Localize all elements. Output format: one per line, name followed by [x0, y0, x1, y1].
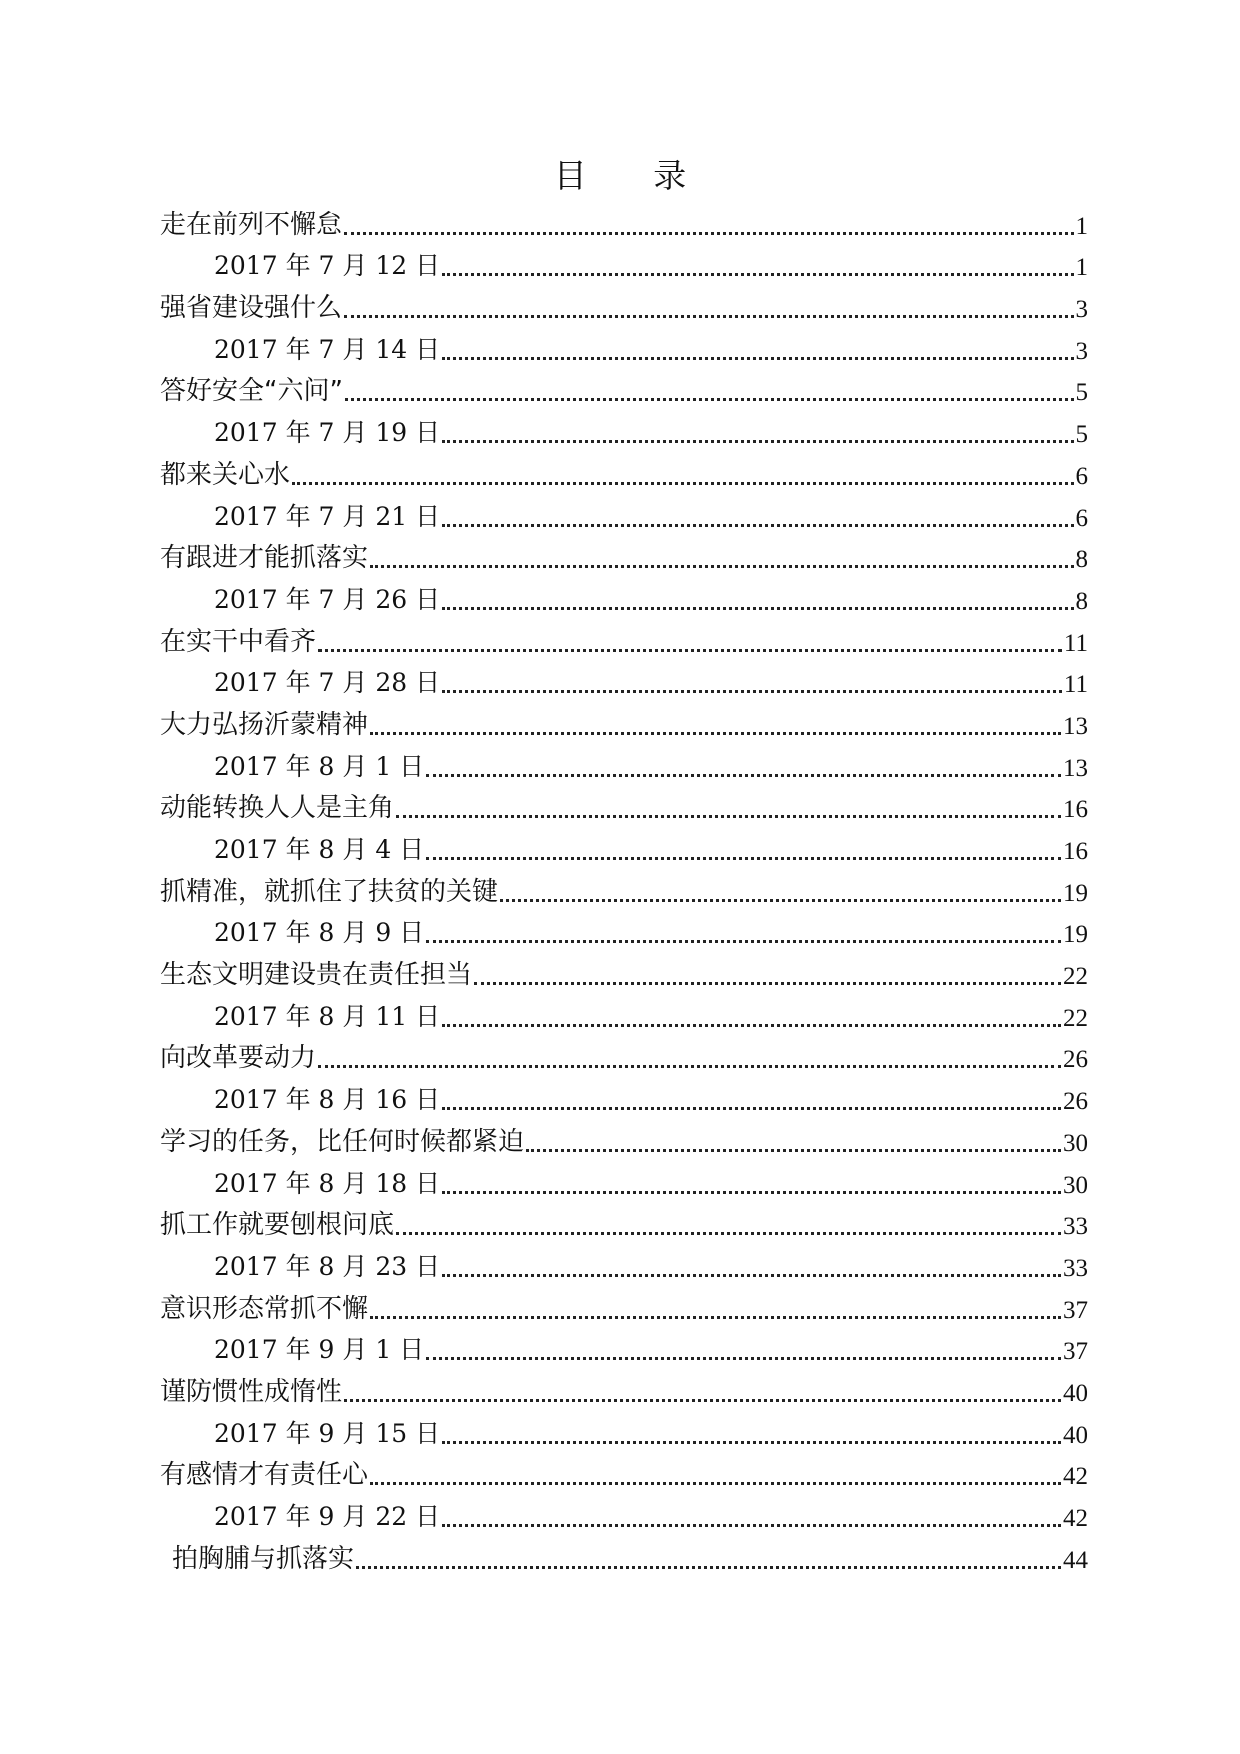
toc-entry-heading[interactable]	[160, 1536, 1088, 1578]
toc-entry-text: 向改革要动力	[160, 1043, 317, 1074]
toc-entry-text: 有感情才有责任心	[160, 1460, 369, 1491]
toc-entry-text: 2017 年 8 月 1 日	[214, 751, 425, 781]
toc-entry-page-number: 6	[1075, 462, 1088, 490]
dot-leader	[370, 1316, 1061, 1319]
dot-leader	[442, 524, 1073, 527]
toc-entry-heading[interactable]	[160, 1453, 1088, 1495]
toc-entry-page-number: 26	[1063, 1046, 1088, 1074]
dot-leader	[344, 1399, 1061, 1402]
toc-entry-page-number: 30	[1063, 1129, 1088, 1157]
toc-entry-text: 拍胸脯与抓落实	[172, 1543, 355, 1574]
dot-leader	[442, 1107, 1061, 1110]
toc-entry-page-number: 1	[1075, 254, 1088, 282]
toc-entry-date[interactable]	[160, 494, 1088, 536]
toc-entry-page-number: 44	[1063, 1546, 1088, 1574]
dot-leader	[318, 649, 1062, 652]
dot-leader	[292, 482, 1073, 485]
toc-entry-text: 抓精准，就抓住了扶贫的关键	[160, 876, 499, 907]
toc-entry-text: 学习的任务，比任何时候都紧迫	[160, 1126, 525, 1157]
toc-entry-text: 谨防惯性成惰性	[160, 1376, 343, 1407]
dot-leader	[396, 1232, 1061, 1235]
toc-entry-text: 2017 年 8 月 23 日	[214, 1251, 441, 1281]
dot-leader	[370, 565, 1073, 568]
toc-entry-text: 走在前列不懈怠	[160, 209, 343, 240]
toc-entry-page-number: 42	[1063, 1463, 1088, 1491]
toc-entry-date[interactable]	[160, 911, 1088, 953]
dot-leader	[442, 1191, 1061, 1194]
toc-entry-page-number: 6	[1075, 504, 1088, 532]
toc-entry-heading[interactable]	[160, 1369, 1088, 1411]
toc-entry-text: 有跟进才能抓落实	[160, 543, 369, 574]
toc-entry-page-number: 19	[1063, 879, 1088, 907]
dot-leader	[474, 982, 1061, 985]
dot-leader	[370, 732, 1061, 735]
toc-entry-date[interactable]	[160, 1328, 1088, 1370]
toc-entry-heading[interactable]	[160, 869, 1088, 911]
toc-entry-page-number: 37	[1063, 1338, 1088, 1366]
toc-entry-page-number: 1	[1075, 212, 1088, 240]
toc-entry-heading[interactable]	[160, 952, 1088, 994]
toc-entry-page-number: 33	[1063, 1254, 1088, 1282]
toc-entry-text: 2017 年 8 月 16 日	[214, 1085, 441, 1115]
toc-entry-text: 强省建设强什么	[160, 293, 343, 324]
toc-entry-page-number: 3	[1075, 337, 1088, 365]
toc-entry-page-number: 11	[1063, 671, 1088, 699]
dot-leader	[442, 1524, 1061, 1527]
toc-entry-heading[interactable]	[160, 536, 1088, 578]
dot-leader	[442, 440, 1073, 443]
toc-entry-page-number: 3	[1075, 296, 1088, 324]
dot-leader	[344, 315, 1073, 318]
toc-entry-text: 生态文明建设贵在责任担当	[160, 960, 473, 991]
toc-entry-page-number: 11	[1063, 629, 1088, 657]
dot-leader	[442, 1441, 1061, 1444]
toc-entry-page-number: 22	[1063, 963, 1088, 991]
toc-entry-date[interactable]	[160, 661, 1088, 703]
dot-leader	[426, 774, 1061, 777]
dot-leader	[426, 1357, 1061, 1360]
toc-entry-date[interactable]	[160, 1161, 1088, 1203]
toc-entry-heading[interactable]	[160, 1203, 1088, 1245]
toc-entry-text: 2017 年 7 月 26 日	[214, 584, 441, 614]
dot-leader	[356, 1566, 1061, 1569]
toc-entry-text: 2017 年 7 月 28 日	[214, 668, 441, 698]
toc-entry-heading[interactable]	[160, 369, 1088, 411]
toc-entry-text: 意识形态常抓不懈	[160, 1293, 369, 1324]
toc-entry-text: 2017 年 7 月 21 日	[214, 501, 441, 531]
dot-leader	[442, 357, 1073, 360]
toc-title: 目 录	[553, 156, 715, 195]
toc-entry-page-number: 8	[1075, 546, 1088, 574]
toc-entry-page-number: 37	[1063, 1296, 1088, 1324]
toc-entry-text: 2017 年 8 月 4 日	[214, 835, 425, 864]
toc-entry-text: 2017 年 9 月 1 日	[214, 1335, 425, 1365]
toc-entry-page-number: 16	[1063, 838, 1088, 865]
toc-entry-page-number: 22	[1063, 1004, 1088, 1032]
toc-entry-page-number: 13	[1063, 754, 1088, 782]
toc-entry-page-number: 42	[1063, 1505, 1088, 1532]
dot-leader	[442, 607, 1073, 610]
toc-entry-page-number: 26	[1063, 1088, 1088, 1116]
toc-entry-date[interactable]	[160, 1077, 1088, 1119]
toc-entry-text: 2017 年 9 月 22 日	[214, 1502, 441, 1531]
toc-entry-heading[interactable]	[160, 285, 1088, 327]
dot-leader	[442, 690, 1062, 693]
toc-entry-text: 都来关心水	[160, 459, 291, 490]
toc-entry-page-number: 19	[1063, 921, 1088, 949]
toc-entry-page-number: 13	[1063, 712, 1088, 740]
dot-leader	[396, 815, 1061, 818]
toc-entry-page-number: 33	[1063, 1213, 1088, 1241]
toc-entry-page-number: 5	[1075, 379, 1088, 407]
toc-entry-page-number: 5	[1075, 421, 1088, 449]
toc-entry-text: 2017 年 9 月 15 日	[214, 1418, 441, 1448]
dot-leader	[426, 857, 1061, 860]
dot-leader	[442, 1274, 1061, 1277]
dot-leader	[318, 1065, 1061, 1068]
toc-entry-date[interactable]	[160, 327, 1088, 369]
toc-entry-text: 2017 年 8 月 18 日	[214, 1168, 441, 1198]
toc-entry-date[interactable]	[160, 577, 1088, 619]
toc-entry-page-number: 16	[1063, 796, 1088, 824]
toc-entry-heading[interactable]	[160, 786, 1088, 828]
toc-entry-page-number: 40	[1063, 1379, 1088, 1407]
toc-entry-text: 2017 年 8 月 9 日	[214, 918, 425, 948]
toc-entry-date[interactable]	[160, 410, 1088, 452]
toc-entry-heading[interactable]	[160, 452, 1088, 494]
dot-leader	[526, 1149, 1061, 1152]
toc-entry-heading[interactable]	[160, 1286, 1088, 1328]
toc-entry-text: 在实干中看齐	[160, 626, 317, 657]
toc-entry-heading[interactable]	[160, 702, 1088, 744]
dot-leader	[500, 899, 1061, 902]
toc-entry-text: 大力弘扬沂蒙精神	[160, 709, 369, 740]
toc-entry-date[interactable]	[160, 1494, 1088, 1536]
toc-list	[160, 202, 1088, 1578]
toc-entry-text: 2017 年 7 月 19 日	[214, 418, 441, 448]
toc-entry-page-number: 30	[1063, 1171, 1088, 1199]
toc-entry-page-number: 8	[1075, 587, 1088, 615]
toc-entry-text: 抓工作就要刨根问底	[160, 1210, 395, 1241]
toc-entry-date[interactable]	[160, 744, 1088, 786]
dot-leader	[370, 1482, 1061, 1485]
dot-leader	[345, 398, 1074, 401]
toc-entry-text: 2017 年 7 月 12 日	[214, 251, 441, 281]
toc-entry-page-number: 40	[1063, 1421, 1088, 1449]
toc-entry-date[interactable]	[160, 994, 1088, 1036]
dot-leader	[442, 273, 1073, 276]
toc-entry-date[interactable]	[160, 1244, 1088, 1286]
toc-entry-heading[interactable]	[160, 619, 1088, 661]
toc-entry-text: 2017 年 7 月 14 日	[214, 334, 441, 364]
toc-entry-text: 动能转换人人是主角	[160, 793, 395, 824]
dot-leader	[442, 1024, 1061, 1027]
toc-entry-date[interactable]	[160, 244, 1088, 286]
toc-entry-date[interactable]	[160, 827, 1088, 869]
toc-entry-text: 2017 年 8 月 11 日	[214, 1001, 441, 1031]
toc-entry-text: 答好安全“六问”	[160, 376, 343, 407]
dot-leader	[344, 232, 1073, 235]
toc-entry-heading[interactable]	[160, 202, 1088, 244]
dot-leader	[426, 940, 1061, 943]
toc-entry-heading[interactable]	[160, 1036, 1088, 1078]
toc-entry-date[interactable]	[160, 1411, 1088, 1453]
toc-entry-heading[interactable]	[160, 1119, 1088, 1161]
